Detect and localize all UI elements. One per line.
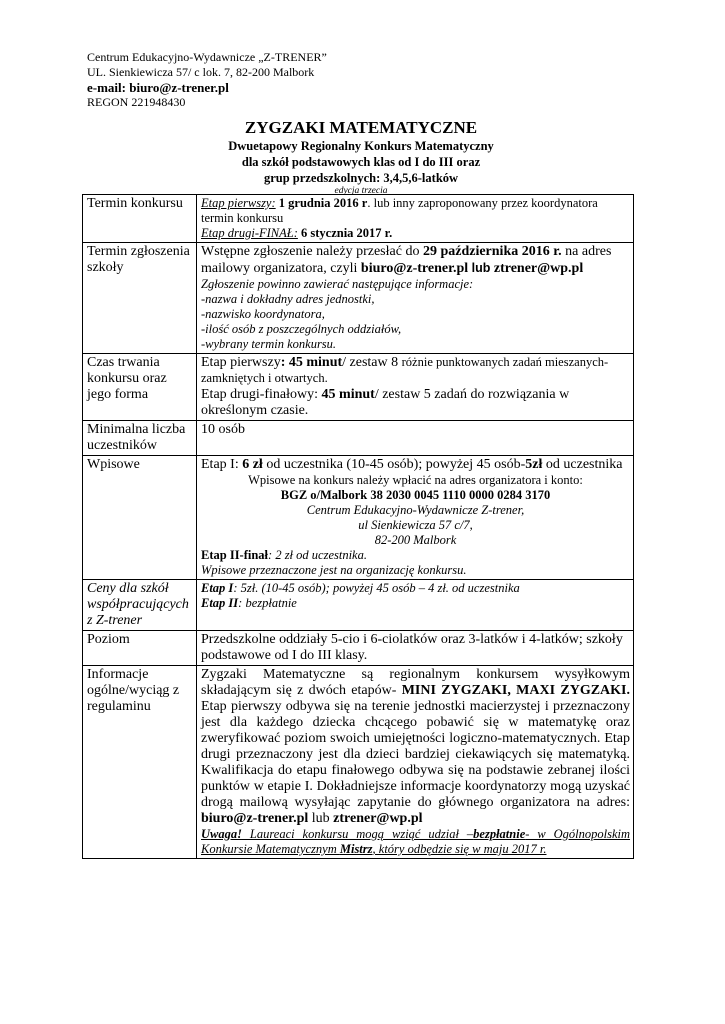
stage1-rest: . lub inny zaproponowany przez koordynatora termin konkursu bbox=[201, 196, 598, 225]
payment-instructions: Wpisowe na konkurs należy wpłacić na adres organizatora i konto: bbox=[248, 473, 583, 487]
row-label-ceny: Ceny dla szkół współpracujących z Z-trener bbox=[83, 580, 197, 631]
email-or: lub bbox=[468, 261, 494, 275]
stage2-format: / zestaw 5 zadań do rozwiązania w określonym czasie. bbox=[201, 387, 570, 418]
table-row bbox=[83, 666, 634, 859]
organization-email: e-mail: biuro@z-trener.pl bbox=[87, 80, 229, 95]
email-link-biuro[interactable]: biuro@z-trener.pl bbox=[201, 811, 309, 826]
email-or: lub bbox=[308, 811, 334, 826]
table-row bbox=[83, 195, 634, 243]
table-row bbox=[83, 354, 634, 421]
info-text: Zygzaki Matematyczne są regionalnym konkursem wysyłkowym składającym się z dwóch etapów- bbox=[201, 667, 630, 698]
stage2-prefix: Etap drugi-FINAŁ: bbox=[201, 226, 298, 240]
subtitle-line-1: Dwuetapowy Regionalny Konkurs Matematyczny bbox=[228, 139, 494, 153]
registration-text-2: na adres mailowy organizatora, czyli bbox=[201, 244, 612, 276]
document-title: ZYGZAKI MATEMATYCZNE bbox=[244, 118, 478, 137]
row-value-minimalna: 10 osób bbox=[197, 421, 634, 456]
stage2-label: Etap drugi-finałowy: bbox=[201, 387, 322, 402]
email-link-biuro[interactable]: biuro@z-trener.pl bbox=[360, 261, 469, 276]
row-label-informacje: Informacje ogólne/wyciąg z regulaminu bbox=[83, 666, 197, 859]
email-link-ztrener[interactable]: ztrener@wp.pl bbox=[493, 261, 584, 276]
table-row bbox=[83, 243, 634, 354]
note-contest-name: Mistrz bbox=[339, 842, 373, 856]
row-value-poziom: Przedszkolne oddziały 5-cio i 6-ciolatków oraz 3-latków i 4-latków; szkoły podstawowe od I do III klasy. bbox=[197, 631, 634, 666]
table-row bbox=[83, 580, 634, 631]
organization-regon: REGON 221948430 bbox=[87, 95, 186, 109]
stage1-task-type: różnie punktowanych zadań mieszanych-zamkniętych i otwartych. bbox=[201, 355, 609, 385]
note-text-2: - w Ogólnopolskim Konkursie Matematycznym bbox=[201, 827, 631, 856]
note-text: Laureaci konkursu mogą wziąć udział – bbox=[241, 827, 474, 841]
row-value-czas bbox=[197, 354, 634, 421]
stage1-date: 1 grudnia 2016 r bbox=[278, 196, 368, 210]
note bbox=[201, 827, 630, 857]
row-value-zgloszenie bbox=[197, 243, 634, 354]
info-text-2: Etap pierwszy odbywa się na terenie jednostki macierzystej i przeznaczony jest dla każdego dziecka chcącego pobawić się w matematykę oraz zweryfikować poziom swoich umiejętności logiczno-matematycznych. Etap drugi przeznaczony jest dla dzieci bardziej ciekawiących się matematyką. Kwalifikacja do etapu finałowego odbywa się na podstawie zebranej ilości punktów w etapie I. Dokładniejsze informacje koordynatorzy mogą uzyskać drogą mailową wysyłając zapytanie do głównego organizatora na adres: bbox=[201, 699, 630, 810]
info-intro: Zgłoszenie powinno zawierać następujące informacje: bbox=[201, 277, 474, 291]
email-link-ztrener[interactable]: ztrener@wp.pl bbox=[333, 811, 423, 826]
note-text-3: , który odbędzie się w maju 2017 r. bbox=[372, 842, 547, 856]
organization-address: UL. Sienkiewicza 57/ c lok. 7, 82-200 Malbork bbox=[87, 65, 315, 79]
list-item: -wybrany termin konkursu. bbox=[201, 337, 337, 351]
list-item: -ilość osób z poszczególnych oddziałów, bbox=[201, 322, 402, 336]
stage1-duration: : 45 minut bbox=[280, 355, 343, 370]
partner-stage2-label: Etap II bbox=[201, 596, 239, 610]
list-item: -nazwa i dokładny adres jednostki, bbox=[201, 292, 375, 306]
registration-deadline: 29 października 2016 r. bbox=[422, 244, 562, 259]
payee-street: ul Sienkiewicza 57 c/7, bbox=[358, 518, 473, 532]
row-label-wpisowe: Wpisowe bbox=[83, 456, 197, 580]
stage1-label: Etap pierwszy bbox=[201, 355, 281, 370]
row-label-zgloszenie: Termin zgłoszenia szkoły bbox=[83, 243, 197, 354]
partner-stage1-label: Etap I bbox=[201, 581, 234, 595]
fee-stage2-amount: : 2 zł od uczestnika. bbox=[268, 548, 367, 562]
bank-account: BGZ o/Malbork 38 2030 0045 1110 0000 0284 3170 bbox=[280, 488, 551, 502]
fee-stage1-suffix: od uczestnika bbox=[542, 457, 623, 472]
note-label: Uwaga! bbox=[201, 827, 242, 841]
row-label-minimalna: Minimalna liczba uczestników bbox=[83, 421, 197, 456]
row-value-ceny bbox=[197, 580, 634, 631]
subtitle-line-3: grup przedszkolnych: 3,4,5,6-latków bbox=[263, 171, 459, 185]
fee-stage1-amount: 6 zł bbox=[242, 457, 263, 472]
table-row bbox=[83, 631, 634, 666]
payee-city: 82-200 Malbork bbox=[374, 533, 457, 547]
registration-text: Wstępne zgłoszenie należy przesłać do bbox=[201, 244, 423, 259]
stage1-prefix: Etap pierwszy: bbox=[201, 196, 276, 210]
title-block bbox=[88, 118, 634, 197]
row-label-termin: Termin konkursu bbox=[83, 195, 197, 243]
organization-name: Centrum Edukacyjno-Wydawnicze „Z-TRENER” bbox=[87, 50, 327, 64]
stage1-format: / zestaw 8 bbox=[342, 355, 402, 370]
stage2-duration: 45 minut bbox=[321, 387, 375, 402]
fee-stage1-text: od uczestnika (10-45 osób); powyżej 45 osób- bbox=[262, 457, 526, 472]
row-value-wpisowe bbox=[197, 456, 634, 580]
table-row bbox=[83, 421, 634, 456]
partner-stage2-price: : bezpłatnie bbox=[238, 596, 297, 610]
edition-note: edycja trzecia bbox=[334, 186, 388, 196]
row-value-termin bbox=[197, 195, 634, 243]
payee-name: Centrum Edukacyjno-Wydawnicze Z-trener, bbox=[306, 503, 525, 517]
list-item: -nazwisko koordynatora, bbox=[201, 307, 325, 321]
note-free: bezpłatnie bbox=[473, 827, 526, 841]
row-label-czas: Czas trwania konkursu oraz jego forma bbox=[83, 354, 197, 421]
fee-stage1-label: Etap I: bbox=[201, 457, 243, 472]
fee-stage1-amount-large: 5zł bbox=[525, 457, 543, 472]
fee-purpose: Wpisowe przeznaczone jest na organizację konkursu. bbox=[201, 563, 467, 577]
stage2-date: 6 stycznia 2017 r. bbox=[301, 226, 393, 240]
row-value-informacje bbox=[197, 666, 634, 859]
fee-stage2-label: Etap II-finał bbox=[201, 548, 269, 562]
subtitle-line-2: dla szkół podstawowych klas od I do III oraz bbox=[241, 155, 481, 169]
document-header bbox=[87, 50, 327, 110]
table-row bbox=[83, 456, 634, 580]
partner-stage1-price: : 5zł. (10-45 osób); powyżej 45 osób – 4 zł. od uczestnika bbox=[233, 581, 520, 595]
stage-names: MINI ZYGZAKI, MAXI ZYGZAKI. bbox=[401, 683, 631, 698]
row-label-poziom: Poziom bbox=[83, 631, 197, 666]
rules-table bbox=[82, 194, 634, 859]
